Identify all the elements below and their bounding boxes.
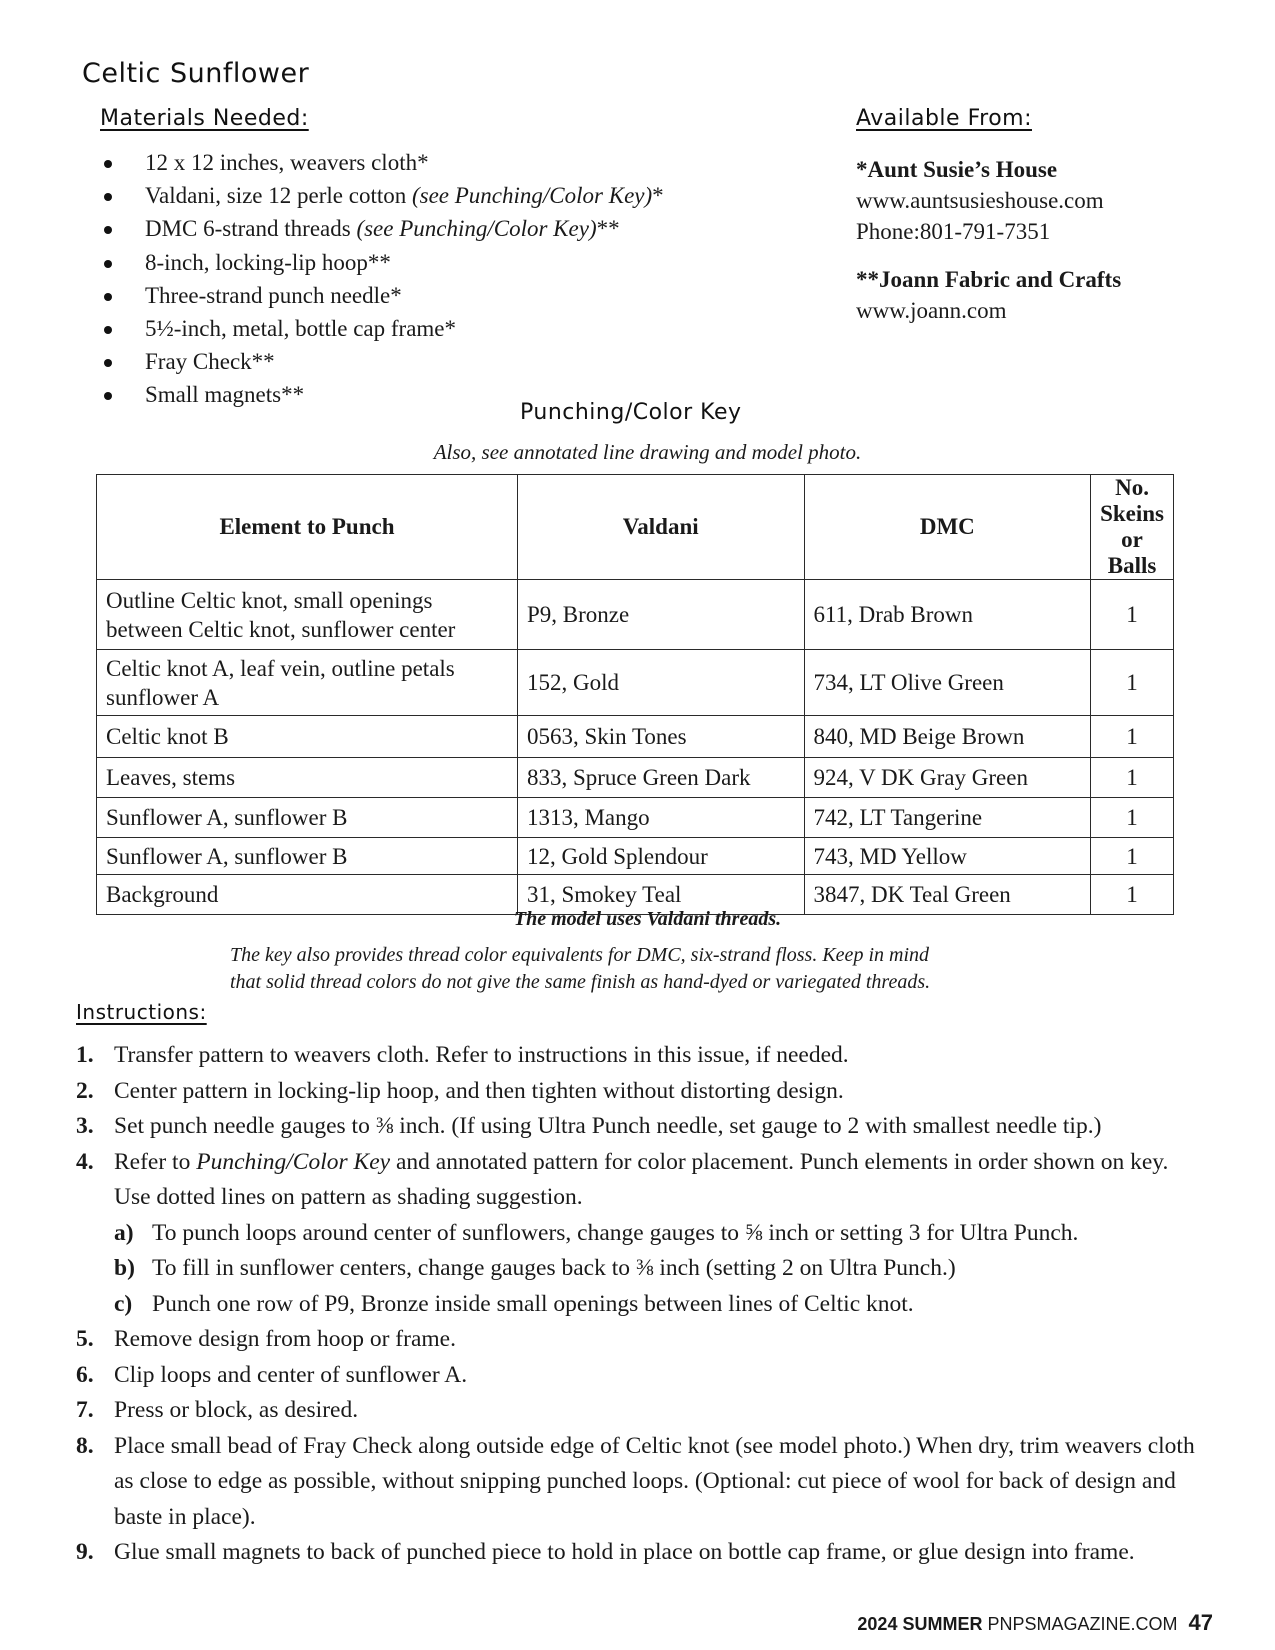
cell-dmc: 924, V DK Gray Green	[804, 758, 1091, 798]
text-run: and annotated pattern for color placement. Punch elements in order shown on key. Use dotted lines on pattern as shading suggestion.	[114, 1148, 1169, 1210]
sub-step-letter: a)	[114, 1219, 134, 1246]
cell-valdani: 0563, Skin Tones	[517, 716, 804, 758]
cell-skeins: 1	[1091, 716, 1174, 758]
page-title: Celtic Sunflower	[82, 58, 310, 89]
step-text	[114, 1042, 849, 1068]
header-valdani: Valdani	[517, 475, 804, 580]
step-text	[114, 1113, 1101, 1139]
instruction-step	[76, 1393, 1206, 1429]
step-text	[114, 1362, 467, 1388]
instruction-step	[76, 1074, 1206, 1110]
text-run: Valdani, size 12 perle cotton	[145, 183, 412, 209]
cell-skeins: 1	[1091, 758, 1174, 798]
step-text	[114, 1078, 844, 1104]
text-run: Fray Check**	[145, 349, 275, 375]
cell-element: Sunflower A, sunflower B	[97, 798, 518, 838]
cell-skeins: 1	[1091, 580, 1174, 650]
cell-dmc: 3847, DK Teal Green	[804, 875, 1091, 915]
cell-dmc: 611, Drab Brown	[804, 580, 1091, 650]
instruction-step	[76, 1038, 1206, 1074]
material-item	[100, 312, 664, 345]
available-heading: Available From:	[856, 106, 1032, 131]
table-row	[97, 758, 1174, 798]
cell-skeins: 1	[1091, 798, 1174, 838]
cell-valdani: 31, Smokey Teal	[517, 875, 804, 915]
text-run: 12 x 12 inches, weavers cloth*	[145, 150, 429, 175]
instruction-step	[76, 1145, 1206, 1323]
emphasis-text: (see Punching/Color Key)	[411, 183, 653, 209]
vendor-name: *Aunt Susie’s House	[856, 157, 1058, 182]
instruction-step	[76, 1429, 1206, 1536]
header-element: Element to Punch	[97, 475, 518, 580]
cell-valdani: 12, Gold Splendour	[517, 838, 804, 875]
cell-valdani: 1313, Mango	[517, 798, 804, 838]
instructions-list	[76, 1038, 1206, 1571]
materials-heading: Materials Needed:	[100, 106, 309, 131]
text-run: Transfer pattern to weavers cloth. Refer to instructions in this issue, if needed.	[114, 1042, 849, 1068]
instruction-step	[76, 1109, 1206, 1145]
vendor-phone: Phone:801-791-7351	[856, 219, 1051, 244]
instruction-step	[76, 1358, 1206, 1394]
cell-skeins: 1	[1091, 650, 1174, 716]
table-row	[97, 650, 1174, 716]
vendor-url[interactable]: www.joann.com	[856, 298, 1007, 323]
page-footer	[857, 1610, 1213, 1636]
emphasis-text: Punching/Color Key	[196, 1148, 391, 1175]
cell-valdani: P9, Bronze	[517, 580, 804, 650]
step-number: 8.	[76, 1432, 94, 1459]
cell-dmc: 840, MD Beige Brown	[804, 716, 1091, 758]
material-item	[100, 146, 664, 179]
step-number: 4.	[76, 1148, 94, 1175]
key-note	[230, 942, 1060, 996]
material-item	[100, 212, 664, 245]
text-run: DMC 6-strand threads	[145, 216, 357, 242]
text-run: 5½-inch, metal, bottle cap frame*	[145, 316, 457, 342]
vendor-url[interactable]: www.auntsusieshouse.com	[856, 188, 1104, 213]
step-number: 6.	[76, 1361, 94, 1388]
material-item	[100, 279, 664, 312]
text-run: Refer to	[114, 1148, 197, 1175]
text-run: Remove design from hoop or frame.	[114, 1326, 456, 1352]
instructions-heading: Instructions:	[76, 1000, 207, 1024]
sub-step-text: To fill in sunflower centers, change gauges back to ⅜ inch (setting 2 on Ultra Punch.)	[152, 1255, 956, 1281]
materials-list	[100, 146, 664, 412]
text-run: Small magnets**	[145, 382, 305, 408]
cell-valdani: 152, Gold	[517, 650, 804, 716]
text-run: 8-inch, locking-lip hoop**	[145, 249, 391, 275]
material-item	[100, 179, 664, 212]
cell-valdani: 833, Spruce Green Dark	[517, 758, 804, 798]
text-run: Three-strand punch needle*	[145, 282, 402, 308]
step-text	[114, 1397, 358, 1423]
text-run: Center pattern in locking-lip hoop, and then tighten without distorting design.	[114, 1077, 844, 1104]
text-run: Glue small magnets to back of punched piece to hold in place on bottle cap frame, or glue design into frame.	[114, 1539, 1135, 1565]
text-run: Clip loops and center of sunflower A.	[114, 1361, 468, 1388]
sub-step-letter: c)	[114, 1290, 133, 1317]
step-number: 7.	[76, 1397, 94, 1423]
footer-issue: 2024 SUMMER	[857, 1614, 983, 1634]
cell-element: Background	[97, 875, 518, 915]
sub-step	[114, 1287, 1206, 1323]
step-number: 1.	[76, 1042, 94, 1068]
cell-element: Sunflower A, sunflower B	[97, 838, 518, 875]
vendor-joann	[856, 264, 1121, 326]
step-text	[114, 1149, 1168, 1211]
header-skeins: No. Skeins or Balls	[1091, 475, 1174, 580]
cell-dmc: 742, LT Tangerine	[804, 798, 1091, 838]
instruction-step	[76, 1535, 1206, 1571]
text-run: *	[652, 183, 664, 209]
page-number: 47	[1188, 1610, 1213, 1635]
sub-step-list	[114, 1216, 1206, 1323]
step-number: 9.	[76, 1539, 94, 1565]
step-number: 3.	[76, 1113, 94, 1139]
vendor-name: **Joann Fabric and Crafts	[856, 267, 1122, 292]
key-note-line: that solid thread colors do not give the same finish as hand-dyed or variegated threads.	[230, 971, 931, 993]
step-number: 5.	[76, 1326, 94, 1352]
sub-step-letter: b)	[114, 1255, 135, 1281]
table-row	[97, 798, 1174, 838]
cell-element: Leaves, stems	[97, 758, 518, 798]
cell-element: Outline Celtic knot, small openings between Celtic knot, sunflower center	[97, 580, 518, 650]
table-row	[97, 580, 1174, 650]
footer-site: PNPSMAGAZINE.COM	[987, 1614, 1178, 1634]
color-key-heading: Punching/Color Key	[520, 400, 742, 425]
color-key-table	[96, 474, 1174, 915]
table-row	[97, 838, 1174, 875]
text-run: **	[596, 216, 620, 242]
cell-dmc: 743, MD Yellow	[804, 838, 1091, 875]
sub-step-text: Punch one row of P9, Bronze inside small openings between lines of Celtic knot.	[152, 1290, 914, 1317]
table-row	[97, 716, 1174, 758]
emphasis-text: (see Punching/Color Key)	[356, 216, 597, 242]
table-header-row	[97, 475, 1174, 580]
sub-step	[114, 1216, 1206, 1252]
vendor-aunt-susies	[856, 154, 1104, 247]
material-item	[100, 345, 664, 378]
key-note-line: The key also provides thread color equivalents for DMC, six-strand floss. Keep in mind	[230, 944, 929, 966]
text-run: Place small bead of Fray Check along outside edge of Celtic knot (see model photo.) When dry, trim weavers cloth as close to edge as possible, without snipping punched loops. (Optional: cut piece of wool for back of design and baste in place).	[114, 1432, 1195, 1530]
step-text	[114, 1539, 1135, 1565]
sub-step-text: To punch loops around center of sunflowers, change gauges to ⅝ inch or setting 3 for Ultra Punch.	[152, 1219, 1079, 1246]
header-dmc: DMC	[804, 475, 1091, 580]
step-text	[114, 1433, 1195, 1530]
cell-skeins: 1	[1091, 838, 1174, 875]
cell-element: Celtic knot B	[97, 716, 518, 758]
step-number: 2.	[76, 1077, 94, 1104]
step-text	[114, 1326, 456, 1352]
cell-element: Celtic knot A, leaf vein, outline petals sunflower A	[97, 650, 518, 716]
text-run: Set punch needle gauges to ⅜ inch. (If using Ultra Punch needle, set gauge to 2 with smallest needle tip.)	[114, 1113, 1102, 1139]
text-run: Press or block, as desired.	[114, 1397, 359, 1423]
cell-skeins: 1	[1091, 875, 1174, 915]
sub-step	[114, 1251, 1206, 1287]
cell-dmc: 734, LT Olive Green	[804, 650, 1091, 716]
color-key-subtitle: Also, see annotated line drawing and model photo.	[433, 440, 862, 464]
model-note: The model uses Valdani threads.	[513, 908, 782, 930]
instruction-step	[76, 1322, 1206, 1358]
material-item	[100, 246, 664, 279]
